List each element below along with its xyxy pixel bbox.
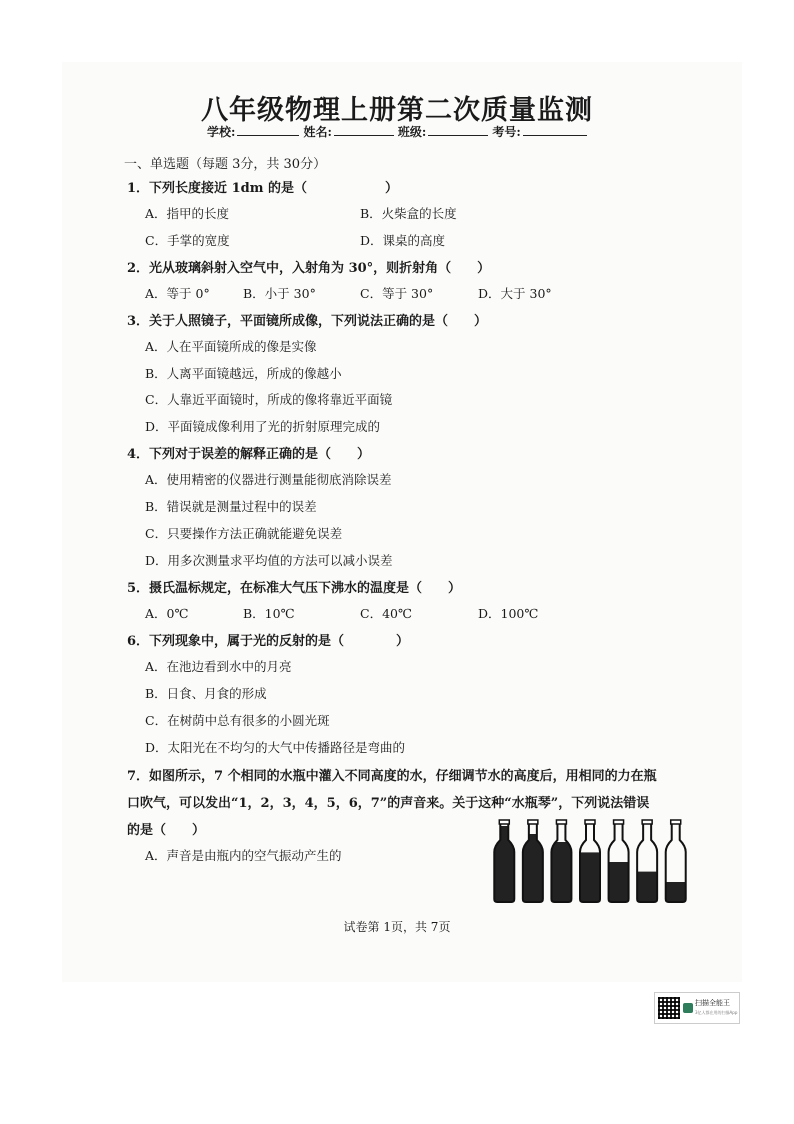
question-4-option-c: C．只要操作方法正确就能避免误差 bbox=[145, 526, 343, 541]
question-1-option-a: A．指甲的长度 bbox=[145, 206, 230, 221]
question-2-stem: 2．光从玻璃斜射入空气中，入射角为 30°，则折射角（ ） bbox=[127, 261, 491, 276]
question-3-option-d: D．平面镜成像利用了光的折射原理完成的 bbox=[145, 419, 381, 434]
scanner-logo-icon bbox=[683, 1003, 693, 1013]
scanner-tagline: 3亿人都在用的扫描App bbox=[695, 1010, 738, 1015]
question-6-option-a: A．在池边看到水中的月亮 bbox=[145, 659, 292, 674]
question-1-option-d: D．课桌的高度 bbox=[360, 233, 446, 248]
question-2-option-d: D．大于 30° bbox=[478, 286, 552, 301]
scanner-brand: 扫描全能王 bbox=[695, 999, 730, 1007]
water-level-3 bbox=[550, 842, 572, 902]
question-5-option-d: D．100℃ bbox=[478, 606, 539, 621]
question-7-option-a: A．声音是由瓶内的空气振动产生的 bbox=[145, 848, 342, 863]
question-5-option-c: C．40℃ bbox=[360, 606, 412, 621]
water-bottle-6 bbox=[636, 820, 658, 902]
water-level-6 bbox=[636, 872, 658, 902]
school-blank[interactable] bbox=[237, 123, 299, 136]
water-bottle-3 bbox=[550, 820, 572, 902]
student-info-row bbox=[207, 123, 591, 140]
name-label: 姓名: bbox=[303, 125, 332, 139]
exam-no-blank[interactable] bbox=[523, 123, 587, 136]
qr-code-icon bbox=[658, 997, 680, 1019]
scanner-watermark bbox=[654, 992, 740, 1024]
water-bottle-5 bbox=[608, 820, 630, 902]
water-level-1 bbox=[493, 826, 515, 902]
water-bottle-2 bbox=[522, 820, 544, 902]
class-label: 班级: bbox=[397, 125, 427, 139]
water-bottle-4 bbox=[579, 820, 601, 902]
question-4-option-b: B．错误就是测量过程中的误差 bbox=[145, 499, 317, 514]
page-footer: 试卷第 1页，共 7页 bbox=[343, 920, 451, 934]
question-2-option-c: C．等于 30° bbox=[360, 286, 434, 301]
question-3-option-c: C．人靠近平面镜时，所成的像将靠近平面镜 bbox=[145, 392, 393, 407]
water-level-4 bbox=[579, 852, 601, 902]
question-3-stem: 3．关于人照镜子，平面镜所成像，下列说法正确的是（ ） bbox=[127, 314, 488, 329]
question-6-option-d: D．太阳光在不均匀的大气中传播路径是弯曲的 bbox=[145, 740, 406, 755]
question-1-option-c: C．手掌的宽度 bbox=[145, 233, 230, 248]
question-4-option-a: A．使用精密的仪器进行测量能彻底消除误差 bbox=[145, 472, 392, 487]
water-bottle-1 bbox=[493, 820, 515, 902]
water-level-5 bbox=[608, 862, 630, 902]
question-2-option-a: A．等于 0° bbox=[145, 286, 210, 301]
question-5-option-a: A．0℃ bbox=[145, 606, 189, 621]
question-4-option-d: D．用多次测量求平均值的方法可以减小误差 bbox=[145, 553, 393, 568]
question-7-stem-line-1: 7．如图所示，7 个相同的水瓶中灌入不同高度的水，仔细调节水的高度后，用相同的力在瓶 bbox=[127, 769, 657, 784]
school-label: 学校: bbox=[207, 125, 236, 139]
question-3-option-b: B．人离平面镜越远，所成的像越小 bbox=[145, 366, 342, 381]
exam-no-label: 考号: bbox=[492, 125, 521, 139]
question-1-stem: 1．下列长度接近 1dm 的是（ ） bbox=[127, 181, 398, 196]
question-2-option-b: B．小于 30° bbox=[243, 286, 316, 301]
water-bottle-7 bbox=[665, 820, 687, 902]
question-5-option-b: B．10℃ bbox=[243, 606, 295, 621]
class-blank[interactable] bbox=[428, 123, 488, 136]
question-6-stem: 6．下列现象中，属于光的反射的是（ ） bbox=[127, 634, 410, 649]
page-title: 八年级物理上册第二次质量监测 bbox=[201, 95, 593, 126]
question-7-stem-line-3: 的是（ ） bbox=[127, 823, 206, 838]
question-3-option-a: A．人在平面镜所成的像是实像 bbox=[145, 339, 317, 354]
question-1-option-b: B．火柴盒的长度 bbox=[360, 206, 457, 221]
question-6-option-c: C．在树荫中总有很多的小圆光斑 bbox=[145, 713, 330, 728]
question-5-stem: 5．摄氏温标规定，在标准大气压下沸水的温度是（ ） bbox=[127, 581, 462, 596]
name-blank[interactable] bbox=[334, 123, 394, 136]
section-heading: 一、单选题（每题 3分，共 30分） bbox=[124, 157, 327, 172]
question-7-stem-line-2: 口吹气，可以发出“1，2，3，4，5，6，7”的声音来。关于这种“水瓶琴”，下列说法错误 bbox=[127, 796, 650, 811]
question-6-option-b: B．日食、月食的形成 bbox=[145, 686, 267, 701]
water-level-7 bbox=[665, 882, 687, 902]
water-bottles-figure bbox=[490, 818, 690, 904]
question-4-stem: 4．下列对于误差的解释正确的是（ ） bbox=[127, 447, 371, 462]
